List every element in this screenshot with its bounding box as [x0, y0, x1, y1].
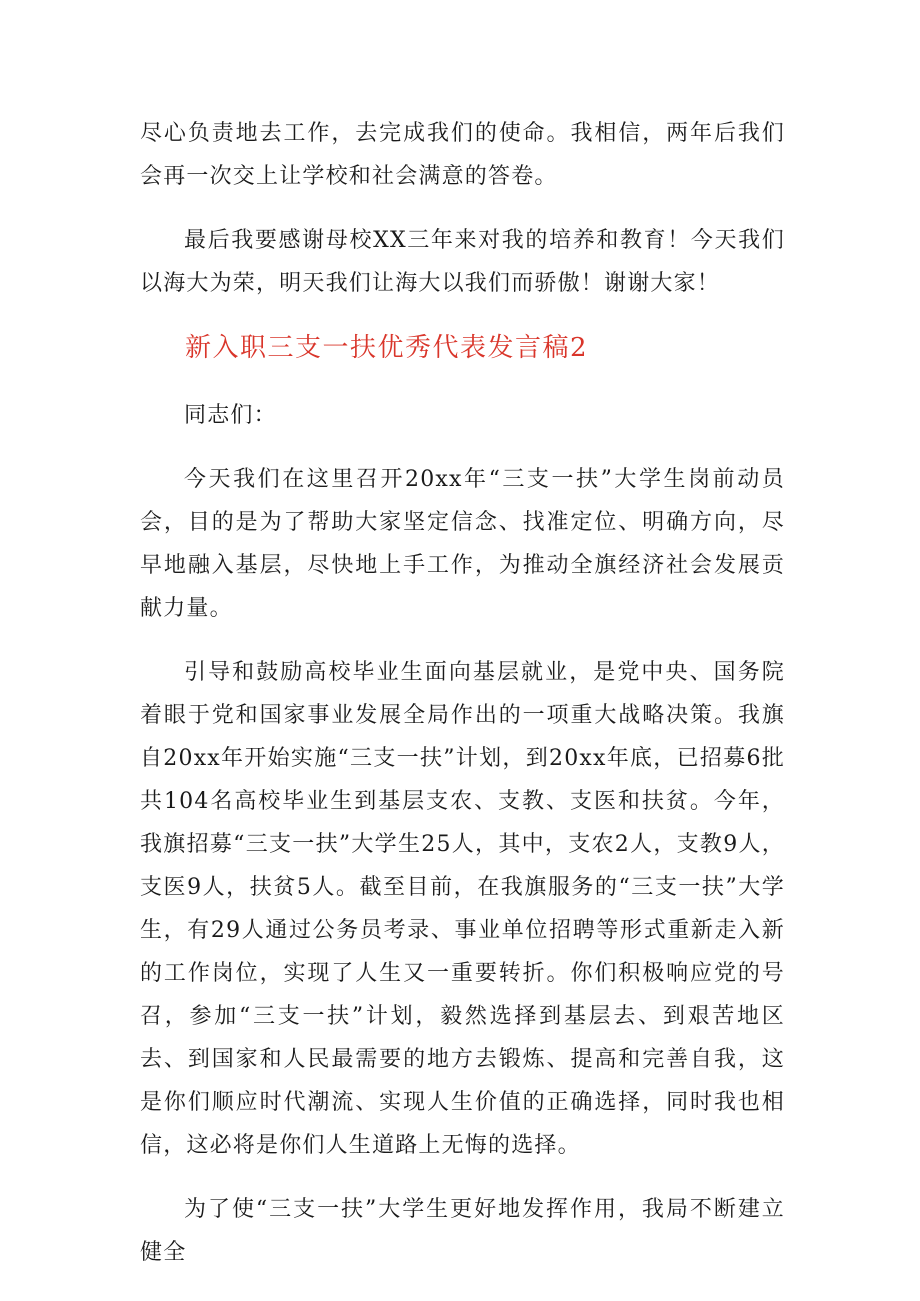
paragraph-policy: 引导和鼓励高校毕业生面向基层就业，是党中央、国务院着眼于党和国家事业发展全局作出的一项重大战略决策。我旗自20xx年开始实施“三支一扶”计划，到20xx年底，已招募6批共104名高校毕业生到基层支农、支教、支医和扶贫。今年，我旗招募“三支一扶”大学生25人，其中，支农2人，支教9人，支医9人，扶贫5人。截至目前，在我旗服务的“三支一扶”大学生，有29人通过公务员考录、事业单位招聘等形式重新走入新的工作岗位，实现了人生又一重要转折。你们积极响应党的号召，参加“三支一扶”计划，毅然选择到基层去、到艰苦地区去、到国家和人民最需要的地方去锻炼、提高和完善自我，这是你们顺应时代潮流、实现人生价值的正确选择，同时我也相信，这必将是你们人生道路上无悔的选择。: [140, 660, 785, 1158]
salutation: 同志们：: [184, 403, 277, 428]
document-body: [140, 112, 785, 1295]
section-heading: 新入职三支一扶优秀代表发言稿2: [185, 333, 589, 363]
paragraph-trailing: 为了使“三支一扶”大学生更好地发挥作用，我局不断建立健全: [140, 1197, 785, 1265]
paragraph-opening: 今天我们在这里召开20xx年“三支一扶”大学生岗前动员会，目的是为了帮助大家坚定信念、找准定位、明确方向，尽早地融入基层，尽快地上手工作，为推动全旗经济社会发展贡献力量。: [140, 467, 785, 621]
paragraph-closing-thanks: 最后我要感谢母校XX三年来对我的培养和教育！今天我们以海大为荣，明天我们让海大以我们而骄傲！谢谢大家！: [140, 228, 785, 296]
paragraph-continuation: 尽心负责地去工作，去完成我们的使命。我相信，两年后我们会再一次交上让学校和社会满意的答卷。: [140, 121, 785, 189]
